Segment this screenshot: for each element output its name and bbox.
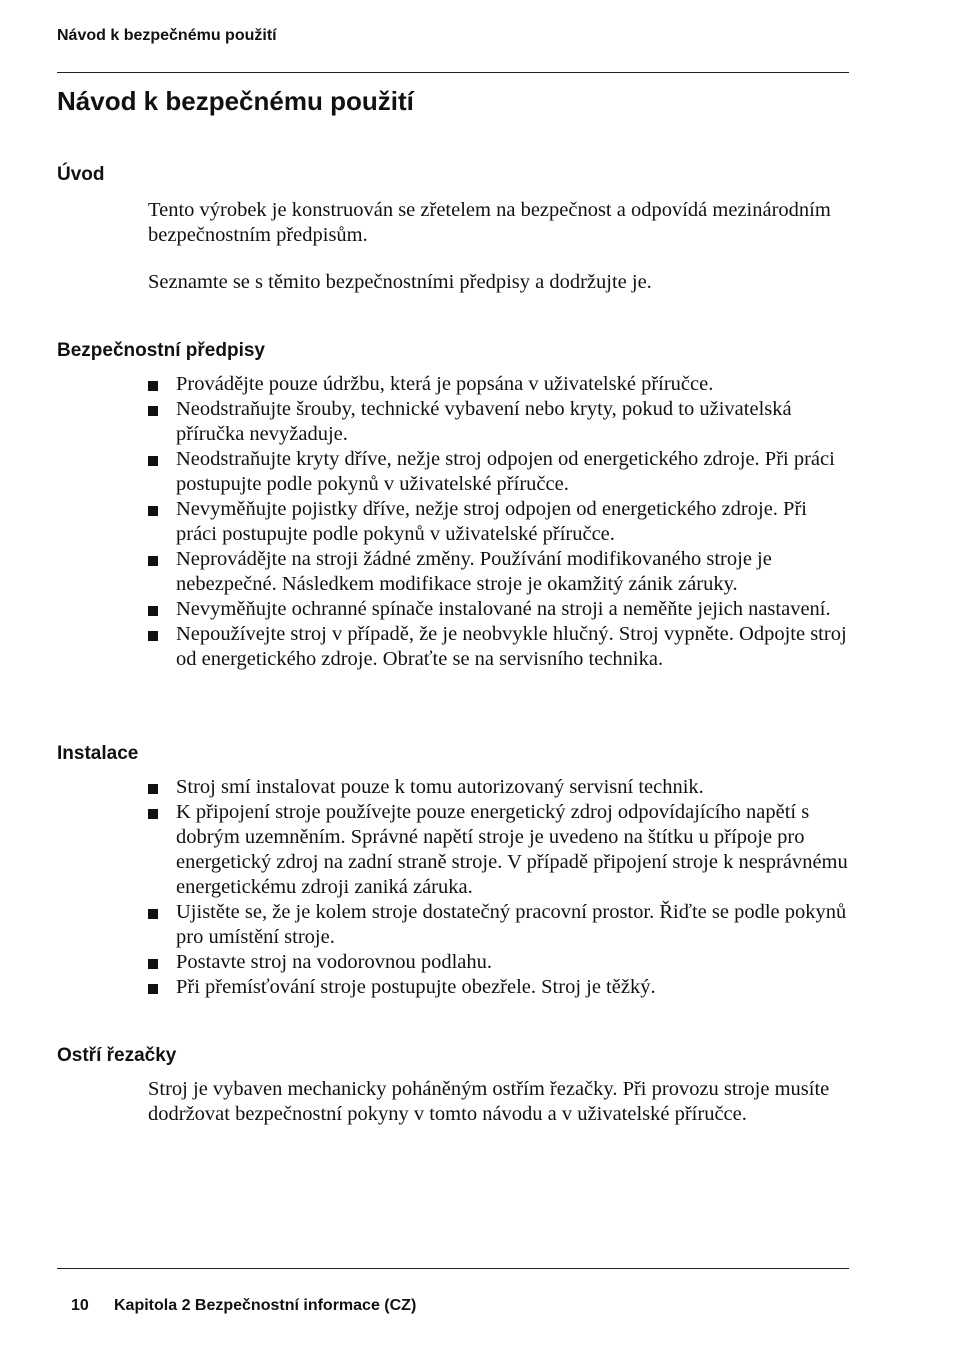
list-item: Nevyměňujte ochranné spínače instalované na stroji a neměňte jejich nastavení. <box>148 597 848 622</box>
list-item: Neprovádějte na stroji žádné změny. Používání modifikovaného stroje je nebezpečné. Následkem modifikace stroje je okamžitý zánik záruky. <box>148 547 848 597</box>
section-heading-intro: Úvod <box>57 164 105 185</box>
bullet-square-icon <box>148 631 158 641</box>
footer-divider <box>57 1268 849 1269</box>
bullet-square-icon <box>148 381 158 391</box>
bullet-square-icon <box>148 909 158 919</box>
page-title: Návod k bezpečnému použití <box>57 86 414 116</box>
intro-paragraph-2: Seznamte se s těmito bezpečnostními předpisy a dodržujte je. <box>148 271 652 293</box>
list-item: Stroj smí instalovat pouze k tomu autorizovaný servisní technik. <box>148 775 848 800</box>
list-item: Při přemísťování stroje postupujte obezřele. Stroj je těžký. <box>148 975 848 1000</box>
installation-list <box>148 775 848 1000</box>
section-heading-safety-rules: Bezpečnostní předpisy <box>57 340 265 361</box>
bullet-square-icon <box>148 959 158 969</box>
safety-rules-list <box>148 372 848 672</box>
bullet-square-icon <box>148 506 158 516</box>
list-item: Provádějte pouze údržbu, která je popsána v uživatelské příručce. <box>148 372 848 397</box>
page-number: 10 <box>71 1297 89 1314</box>
section-heading-installation: Instalace <box>57 743 139 764</box>
list-item: K připojení stroje používejte pouze energetický zdroj odpovídajícího napětí s dobrým uzemněním. Správné napětí stroje je uvedeno na štítku u přípoje pro energetický zdroj na zadní straně stroje. V případě připojení stroje k nesprávnému energetickému zdroji zaniká záruka. <box>148 800 848 900</box>
bullet-square-icon <box>148 784 158 794</box>
bullet-square-icon <box>148 556 158 566</box>
bullet-square-icon <box>148 809 158 819</box>
intro-paragraph-1: Tento výrobek je konstruován se zřetelem na bezpečnost a odpovídá mezinárodním bezpečnostním předpisům. <box>148 199 831 246</box>
section-heading-cutter-blade: Ostří řezačky <box>57 1045 177 1066</box>
bullet-square-icon <box>148 456 158 466</box>
list-item: Ujistěte se, že je kolem stroje dostatečný pracovní prostor. Řiďte se podle pokynů pro umístění stroje. <box>148 900 848 950</box>
bullet-square-icon <box>148 984 158 994</box>
running-header: Návod k bezpečnému použití <box>57 27 277 44</box>
bullet-square-icon <box>148 406 158 416</box>
list-item: Nevyměňujte pojistky dříve, nežje stroj odpojen od energetického zdroje. Při práci postupujte podle pokynů v uživatelské příručce. <box>148 497 848 547</box>
list-item: Nepoužívejte stroj v případě, že je neobvykle hlučný. Stroj vypněte. Odpojte stroj od energetického zdroje. Obraťte se na servisního technika. <box>148 622 848 672</box>
list-item: Postavte stroj na vodorovnou podlahu. <box>148 950 848 975</box>
cutter-blade-paragraph: Stroj je vybaven mechanicky poháněným ostřím řezačky. Při provozu stroje musíte dodržovat bezpečnostní pokyny v tomto návodu a v uživatelské příručce. <box>148 1078 830 1125</box>
list-item: Neodstraňujte šrouby, technické vybavení nebo kryty, pokud to uživatelská příručka nevyžaduje. <box>148 397 848 447</box>
chapter-title: Kapitola 2 Bezpečnostní informace (CZ) <box>114 1297 417 1314</box>
list-item: Neodstraňujte kryty dříve, nežje stroj odpojen od energetického zdroje. Při práci postupujte podle pokynů v uživatelské příručce. <box>148 447 848 497</box>
bullet-square-icon <box>148 606 158 616</box>
header-divider <box>57 72 849 73</box>
